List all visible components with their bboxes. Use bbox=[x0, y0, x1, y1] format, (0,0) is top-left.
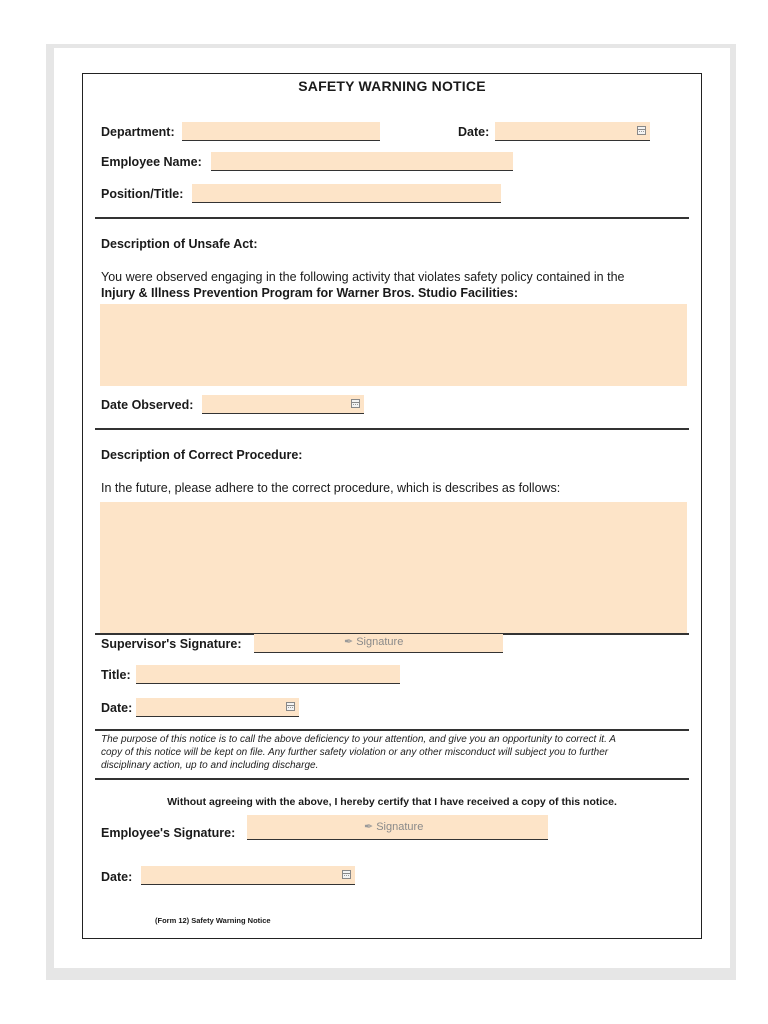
date-observed-label: Date Observed: bbox=[101, 398, 194, 412]
feather-icon: ✒ bbox=[364, 821, 374, 833]
date-field[interactable] bbox=[495, 122, 650, 141]
supervisor-title-label: Title: bbox=[101, 668, 131, 682]
position-title-label: Position/Title: bbox=[101, 187, 184, 201]
section-divider bbox=[95, 729, 689, 731]
employee-signature-field[interactable] bbox=[247, 815, 548, 840]
supervisor-title-field[interactable] bbox=[136, 665, 400, 684]
unsafe-act-heading: Description of Unsafe Act: bbox=[101, 237, 258, 251]
notice-line: disciplinary action, up to and including discharge. bbox=[101, 760, 319, 771]
correct-procedure-heading: Description of Correct Procedure: bbox=[101, 448, 303, 462]
employee-signature-label: Employee's Signature: bbox=[101, 826, 236, 840]
employee-name-label: Employee Name: bbox=[101, 155, 202, 169]
notice-paragraph bbox=[101, 733, 616, 772]
correct-procedure-intro: In the future, please adhere to the correct procedure, which is describes as follows: bbox=[101, 481, 561, 495]
date-observed-field[interactable] bbox=[202, 395, 364, 414]
form-footer: (Form 12) Safety Warning Notice bbox=[155, 916, 271, 925]
notice-line: copy of this notice will be kept on file. Any further safety violation or any other misconduct will subject you to further bbox=[101, 747, 609, 758]
department-field[interactable] bbox=[182, 122, 380, 141]
date-label: Date: bbox=[458, 125, 490, 139]
correct-procedure-description-field[interactable] bbox=[100, 502, 687, 633]
signature-placeholder: Signature bbox=[356, 636, 404, 648]
notice-line: The purpose of this notice is to call the above deficiency to your attention, and give you an opportunity to correct it. A bbox=[101, 734, 616, 745]
supervisor-date-field[interactable] bbox=[136, 698, 299, 717]
feather-icon: ✒ bbox=[344, 636, 354, 648]
calendar-icon[interactable] bbox=[637, 126, 646, 135]
calendar-icon[interactable] bbox=[342, 870, 351, 879]
calendar-icon[interactable] bbox=[286, 702, 295, 711]
position-title-field[interactable] bbox=[192, 184, 501, 203]
employee-name-field[interactable] bbox=[211, 152, 513, 171]
employee-date-label: Date: bbox=[101, 870, 133, 884]
unsafe-act-description-field[interactable] bbox=[100, 304, 687, 386]
department-label: Department: bbox=[101, 125, 175, 139]
section-divider bbox=[95, 217, 689, 219]
certify-statement: Without agreeing with the above, I hereby certify that I have received a copy of this notice. bbox=[167, 796, 617, 808]
unsafe-act-intro: You were observed engaging in the following activity that violates safety policy contained in the bbox=[101, 270, 625, 284]
signature-placeholder: Signature bbox=[376, 821, 424, 833]
calendar-icon[interactable] bbox=[351, 399, 360, 408]
section-divider bbox=[95, 778, 689, 780]
unsafe-act-program: Injury & Illness Prevention Program for Warner Bros. Studio Facilities: bbox=[101, 286, 518, 300]
section-divider bbox=[95, 428, 689, 430]
supervisor-date-label: Date: bbox=[101, 701, 133, 715]
supervisor-signature-label: Supervisor's Signature: bbox=[101, 637, 242, 651]
supervisor-signature-field[interactable] bbox=[254, 634, 503, 653]
form-title: SAFETY WARNING NOTICE bbox=[298, 78, 486, 94]
employee-date-field[interactable] bbox=[141, 866, 355, 885]
